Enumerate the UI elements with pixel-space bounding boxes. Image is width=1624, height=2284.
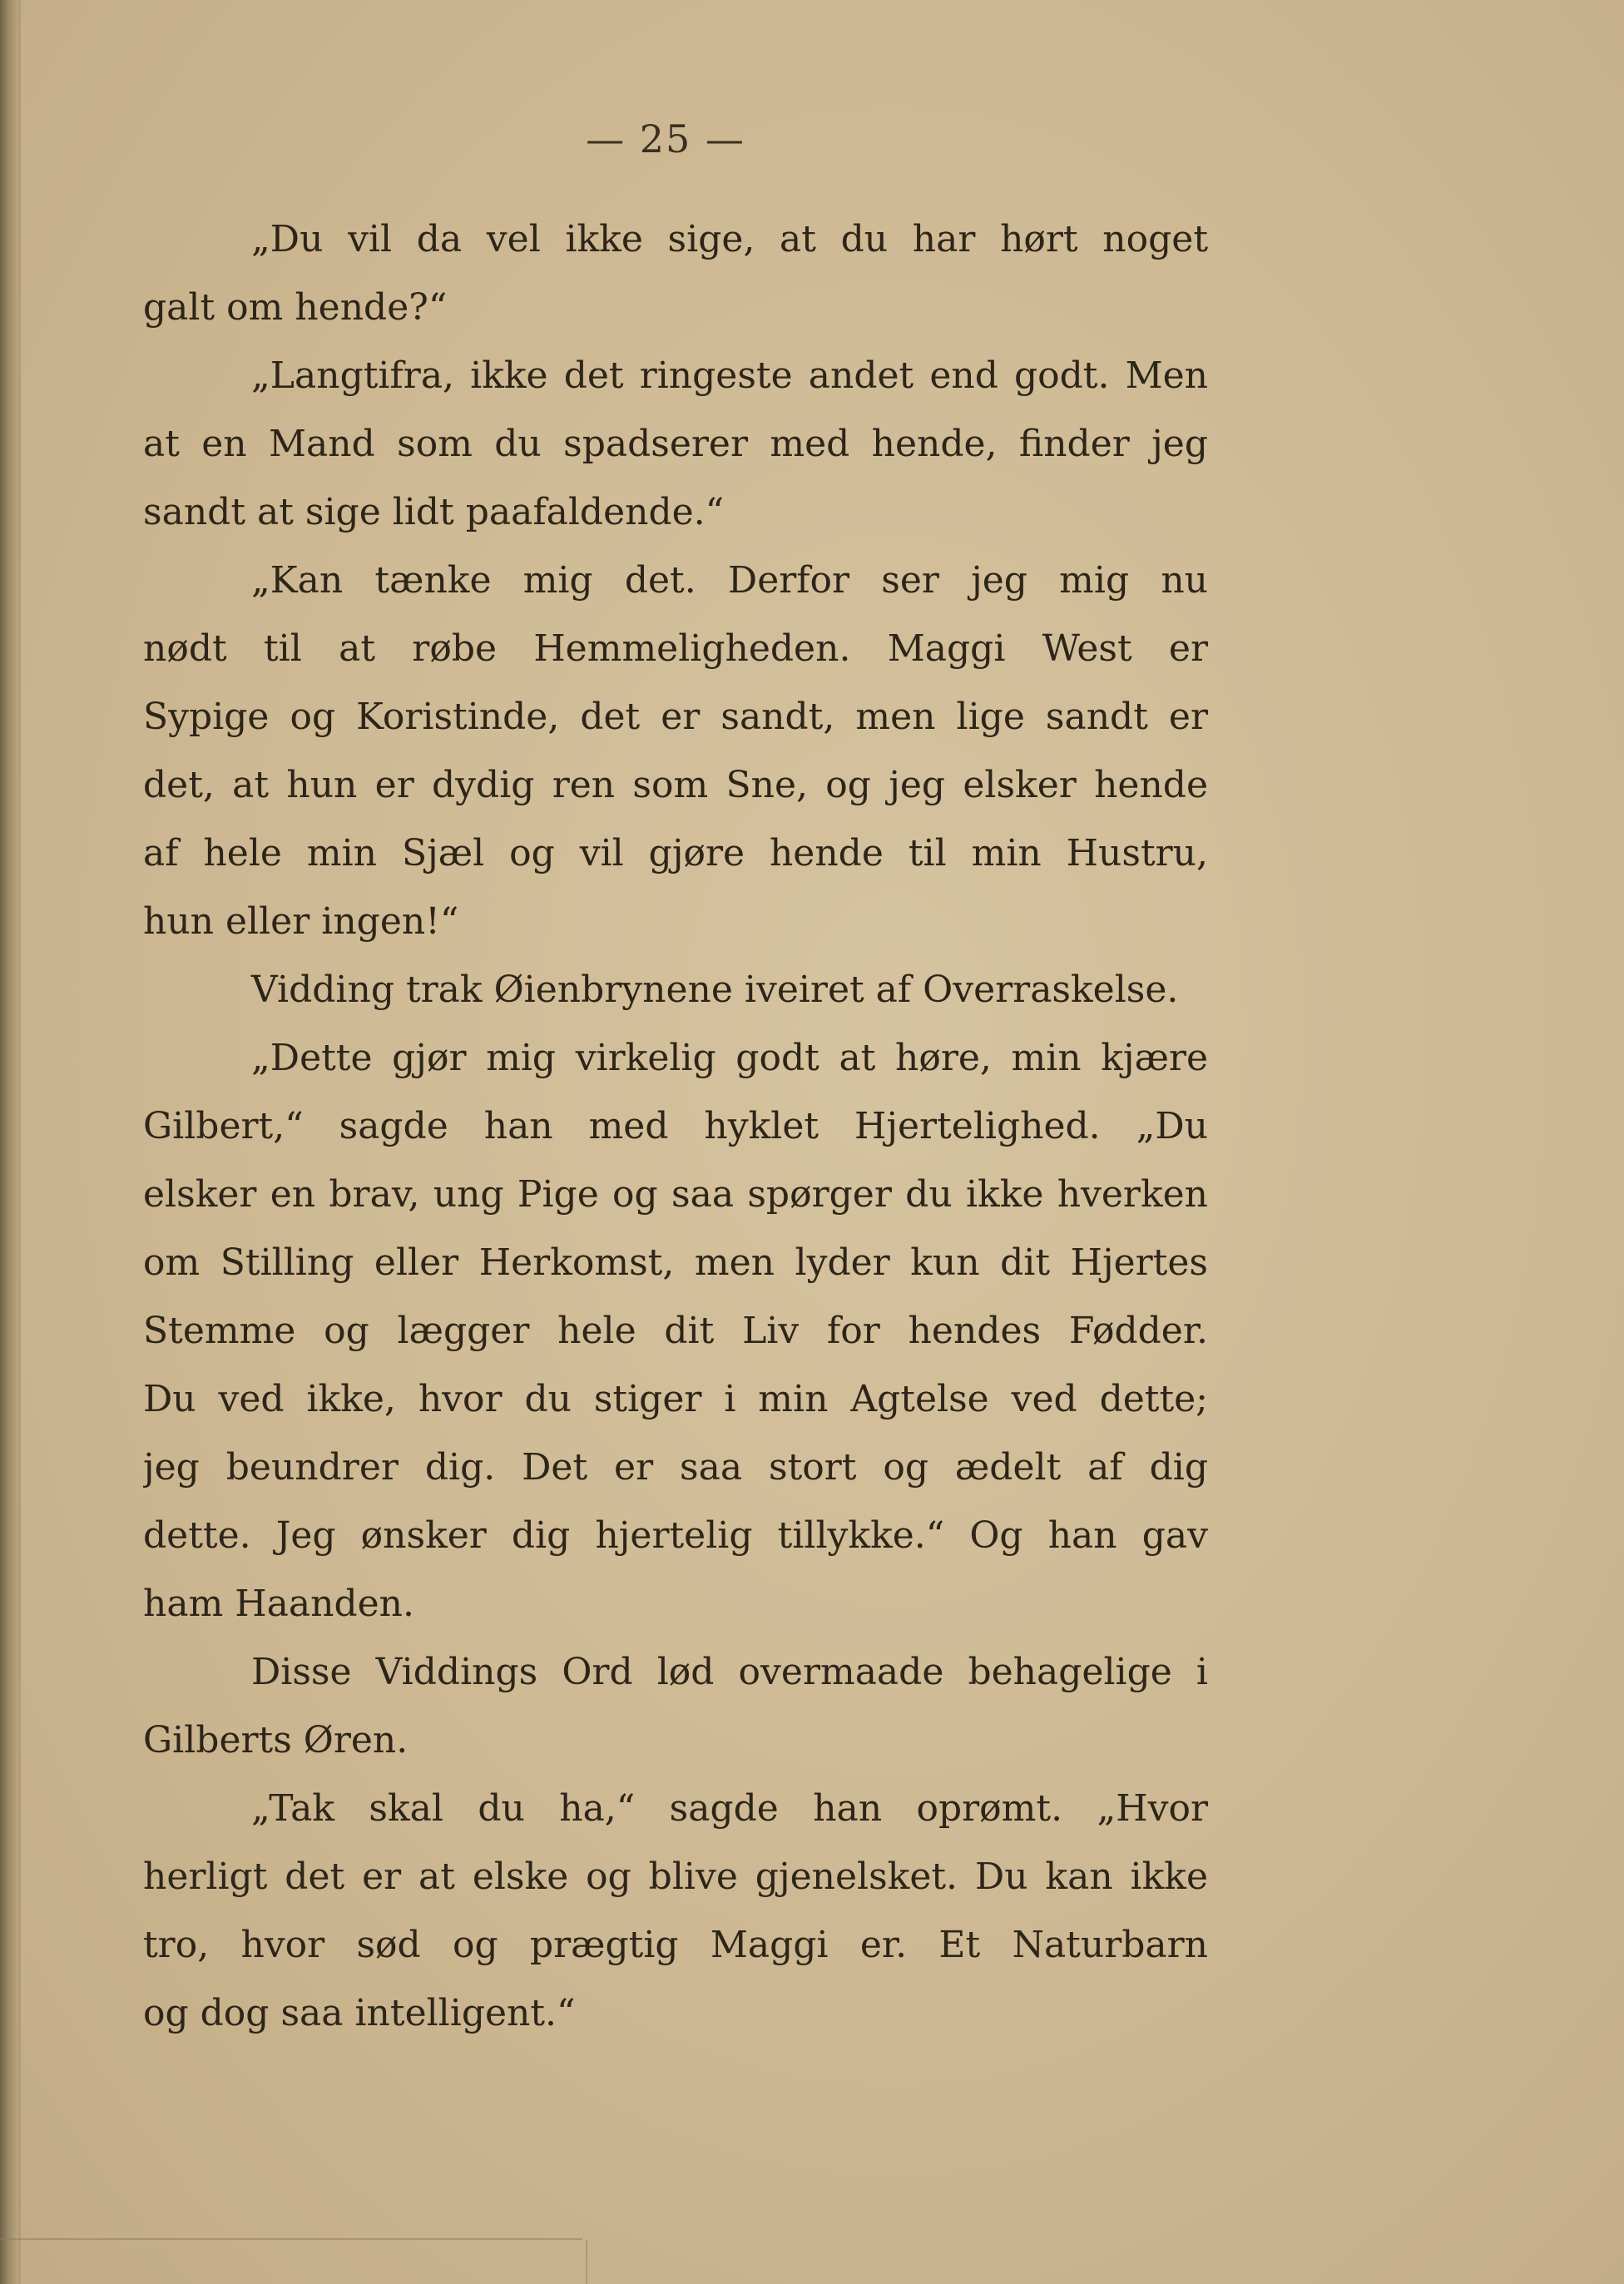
binding-edge <box>0 0 18 2284</box>
text-line: Gilbert,“ sagde han med hyklet Hjertelighed. „Du <box>143 1105 1208 1147</box>
text-line: ham Haanden. <box>143 1583 414 1625</box>
bottom-rule <box>0 2238 582 2240</box>
text-line: „Langtifra, ikke det ringeste andet end godt. Men <box>251 354 1208 397</box>
text-line: Sypige og Koristinde, det er sandt, men lige sandt er <box>143 696 1208 738</box>
text-line: „Dette gjør mig virkelig godt at høre, min kjære <box>251 1037 1208 1079</box>
body-text <box>143 206 1208 2048</box>
text-line: herligt det er at elske og blive gjenelsket. Du kan ikke <box>143 1855 1208 1898</box>
text-line: „Kan tænke mig det. Derfor ser jeg mig nu <box>251 559 1208 602</box>
text-line: tro, hvor sød og prægtig Maggi er. Et Naturbarn <box>143 1924 1208 1966</box>
text-line: Du ved ikke, hvor du stiger i min Agtelse ved dette; <box>143 1378 1208 1420</box>
text-line: det, at hun er dydig ren som Sne, og jeg elsker hende <box>143 764 1208 806</box>
text-line: at en Mand som du spadserer med hende, finder jeg <box>143 423 1208 465</box>
text-line: elsker en brav, ung Pige og saa spørger du ikke hverken <box>143 1173 1208 1216</box>
text-line: af hele min Sjæl og vil gjøre hende til min Hustru, <box>143 832 1208 874</box>
page-number: — 25 — <box>586 116 745 161</box>
text-line: „Tak skal du ha,“ sagde han oprømt. „Hvor <box>251 1787 1208 1830</box>
text-line: galt om hende?“ <box>143 286 448 329</box>
text-line: hun eller ingen!“ <box>143 900 459 943</box>
binding-edge-line <box>18 0 21 2284</box>
text-line: Gilberts Øren. <box>143 1719 408 1761</box>
text-line: om Stilling eller Herkomst, men lyder kun dit Hjertes <box>143 1241 1208 1284</box>
text-line: jeg beundrer dig. Det er saa stort og ædelt af dig <box>143 1446 1208 1489</box>
text-line: og dog saa intelligent.“ <box>143 1992 576 2034</box>
bottom-rule-hook <box>579 2240 587 2284</box>
text-line: „Du vil da vel ikke sige, at du har hørt noget <box>251 218 1208 260</box>
text-line: dette. Jeg ønsker dig hjertelig tillykke.“ Og han gav <box>143 1514 1208 1557</box>
text-line: Vidding trak Øienbrynene iveiret af Overraskelse. <box>251 969 1179 1011</box>
text-line: Disse Viddings Ord lød overmaade behagelige i <box>251 1651 1208 1693</box>
text-line: nødt til at røbe Hemmeligheden. Maggi West er <box>143 627 1208 670</box>
text-line: sandt at sige lidt paafaldende.“ <box>143 491 725 533</box>
text-line: Stemme og lægger hele dit Liv for hendes Fødder. <box>143 1310 1208 1352</box>
